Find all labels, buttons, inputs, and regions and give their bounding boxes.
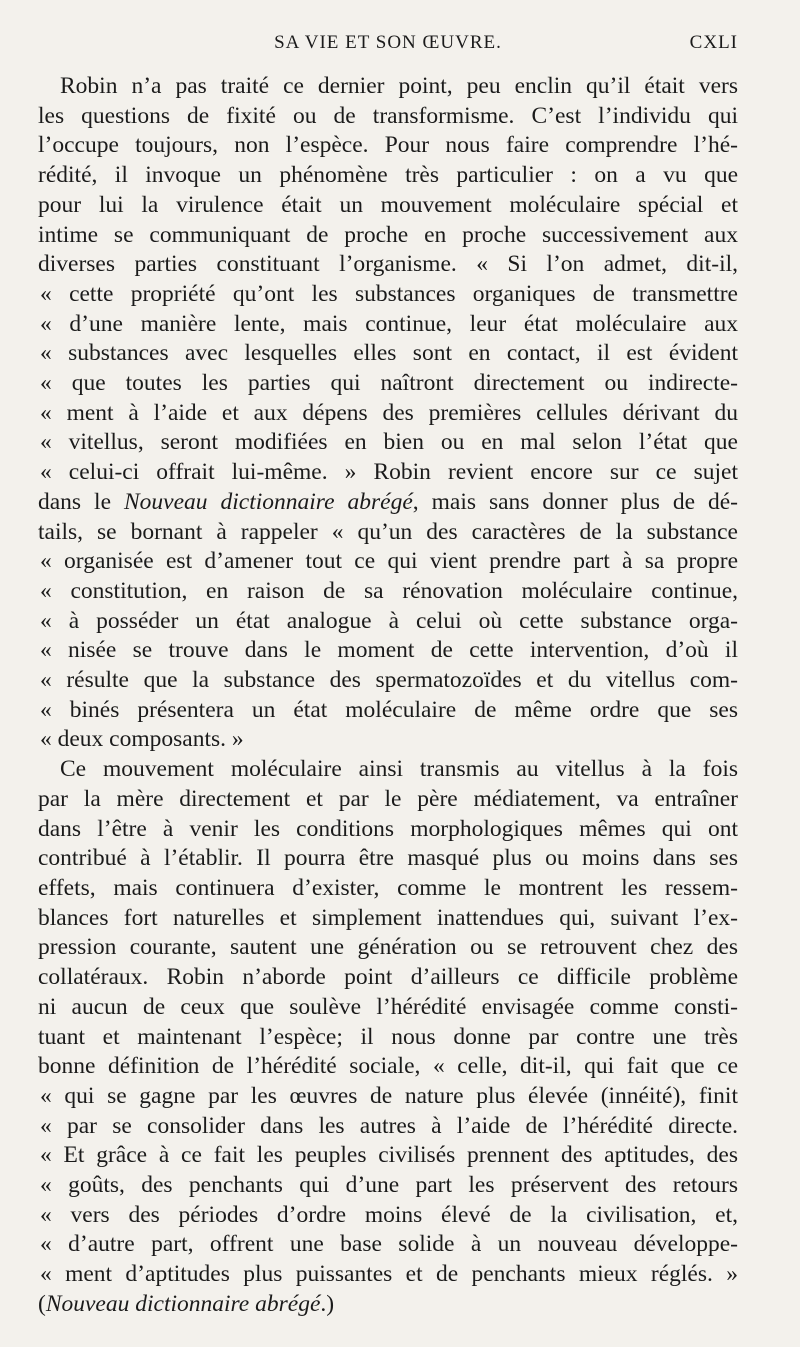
text-line: les questions de fixité ou de transformisme. C’est l’individu qui (38, 102, 738, 129)
text-line: diverses parties constituant l’organisme. « Si l’on admet, dit-il, (38, 251, 738, 278)
quote-line: « nisée se trouve dans le moment de cette intervention, d’où il (40, 637, 738, 664)
quote-line: « substances avec lesquelles elles sont en contact, il est évident (40, 340, 738, 367)
book-title-italic: Nouveau dictionnaire abrégé (45, 1290, 321, 1317)
text-line: rédité, il invoque un phénomène très particulier : on a vu que (38, 162, 738, 189)
quote-line: « ment à l’aide et aux dépens des premières cellules dérivant du (40, 399, 738, 426)
text-line: collatéraux. Robin n’aborde point d’ailleurs ce difficile problème (38, 964, 738, 991)
quote-line: « vitellus, seront modifiées en bien ou en mal selon l’état que (40, 429, 738, 456)
quote-line: « vers des périodes d’ordre moins élevé de la civilisation, et, (40, 1201, 738, 1228)
quote-line: « qui se gagne par les œuvres de nature plus élevée (innéité), finit (40, 1082, 738, 1109)
text-line: ni aucun de ceux que soulève l’hérédité envisagée comme consti- (38, 993, 738, 1020)
book-page (38, 26, 738, 1320)
quote-line: « organisée est d’amener tout ce qui vient prendre part à sa propre (40, 548, 738, 575)
text-line: intime se communiquant de proche en proche successivement aux (38, 221, 738, 248)
quote-line: « à posséder un état analogue à celui où cette substance orga- (40, 607, 738, 634)
text-line: contribué à l’établir. Il pourra être masqué plus ou moins dans ses (38, 845, 738, 872)
text-line: l’occupe toujours, non l’espèce. Pour nous faire comprendre l’hé- (38, 132, 738, 159)
text-line: effets, mais continuera d’exister, comme le montrent les ressem- (38, 874, 738, 901)
text-line: Ce mouvement moléculaire ainsi transmis au vitellus à la fois (60, 756, 738, 783)
text-line: pour lui la virulence était un mouvement moléculaire spécial et (38, 191, 738, 218)
text-line: pression courante, sautent une génération ou se retrouvent chez des (38, 934, 738, 961)
quote-line: « celui-ci offrait lui-même. » Robin revient encore sur ce sujet (40, 459, 738, 486)
quote-line: « résulte que la substance des spermatozoïdes et du vitellus com- (40, 667, 738, 694)
quote-line: « goûts, des penchants qui d’une part les préservent des retours (40, 1172, 738, 1199)
quote-line: « d’autre part, offrent une base solide à un nouveau développe- (40, 1231, 738, 1258)
running-head (38, 26, 738, 56)
quote-line: « d’une manière lente, mais continue, leur état moléculaire aux (40, 310, 738, 337)
body-text (38, 72, 738, 1320)
book-title-italic: Nouveau dictionnaire abrégé (124, 488, 413, 515)
quote-line: « constitution, en raison de sa rénovation moléculaire continue, (40, 577, 738, 604)
running-title: SA VIE ET SON ŒUVRE. (274, 32, 502, 53)
quote-line: « deux composants. » (40, 726, 244, 753)
citation-line: (Nouveau dictionnaire abrégé.) (38, 1290, 335, 1317)
quote-line: « ment d’aptitudes plus puissantes et de penchants mieux réglés. » (40, 1261, 738, 1288)
quote-line: « cette propriété qu’ont les substances organiques de transmettre (40, 280, 738, 307)
page-number: CXLI (689, 32, 738, 53)
quote-line: « binés présentera un état moléculaire de même ordre que ses (40, 696, 738, 723)
text-line-italic-title: dans le Nouveau dictionnaire abrégé, mais sans donner plus de dé- (38, 488, 738, 515)
text-line: Robin n’a pas traité ce dernier point, peu enclin qu’il était vers (60, 73, 738, 99)
text-line: par la mère directement et par le père médiatement, va entraîner (38, 785, 738, 812)
text-line: blances fort naturelles et simplement inattendues qui, suivant l’ex- (38, 904, 738, 931)
quote-line: « que toutes les parties qui naîtront directement ou indirecte- (40, 370, 738, 397)
quote-line: « par se consolider dans les autres à l’aide de l’hérédité directe. (40, 1112, 738, 1139)
text-line: tuant et maintenant l’espèce; il nous donne par contre une très (38, 1023, 738, 1050)
quote-line: « Et grâce à ce fait les peuples civilisés prennent des aptitudes, des (40, 1142, 738, 1169)
text-line: bonne définition de l’hérédité sociale, « celle, dit-il, qui fait que ce (38, 1053, 738, 1080)
text-line: tails, se bornant à rappeler « qu’un des caractères de la substance (38, 518, 738, 545)
text-line: dans l’être à venir les conditions morphologiques mêmes qui ont (38, 815, 738, 842)
